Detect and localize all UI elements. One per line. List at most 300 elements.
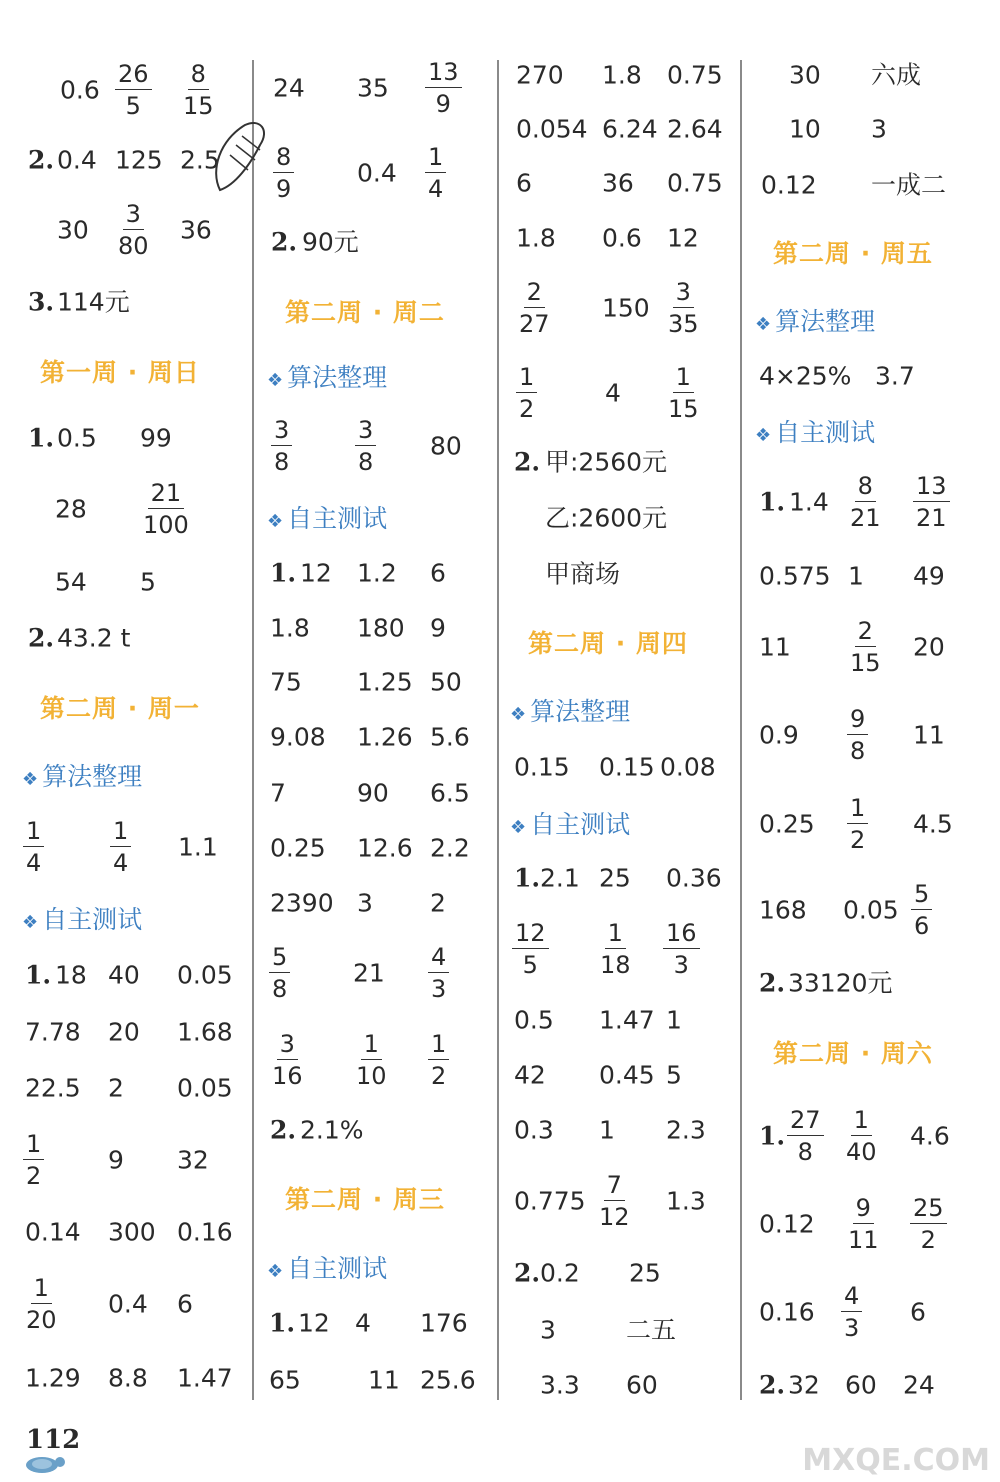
fraction-answer bbox=[115, 202, 152, 258]
question-number bbox=[514, 447, 541, 477]
answer-value: 2 bbox=[430, 888, 446, 918]
subsection-heading bbox=[267, 358, 387, 394]
answer-value: 0.3 bbox=[514, 1115, 554, 1145]
fraction-denominator: 11 bbox=[848, 1226, 879, 1254]
answer-value: 3 bbox=[540, 1315, 556, 1345]
answer-value: 0.25 bbox=[270, 833, 326, 863]
answer-value: 4.6 bbox=[910, 1121, 950, 1151]
subsection-heading bbox=[267, 1249, 387, 1285]
fraction-denominator: 12 bbox=[599, 1203, 630, 1231]
answer-value: 4×25% bbox=[759, 361, 852, 391]
fraction-answer bbox=[516, 280, 553, 336]
section-heading: 第二周 · 周六 bbox=[773, 1039, 933, 1068]
answer-value: 二五 bbox=[626, 1315, 677, 1345]
answer-value: 6 bbox=[177, 1289, 193, 1319]
answer-value: 1.29 bbox=[25, 1363, 81, 1393]
section-heading: 第一周 · 周日 bbox=[40, 358, 200, 387]
answer-value: 0.25 bbox=[759, 809, 815, 839]
fraction-answer bbox=[787, 1108, 824, 1164]
answer-value: 甲商场 bbox=[545, 559, 621, 589]
fraction-answer bbox=[843, 1108, 880, 1164]
answer-value: 1 bbox=[599, 1115, 615, 1145]
answer-column-2 bbox=[265, 0, 490, 1420]
answer-value: 32 bbox=[788, 1370, 820, 1400]
section-heading: 第二周 · 周三 bbox=[285, 1185, 445, 1214]
fraction-answer bbox=[910, 1196, 947, 1252]
fraction-denominator: 8 bbox=[358, 448, 374, 476]
answer-value: 50 bbox=[430, 667, 462, 697]
answer-value: 90元 bbox=[302, 227, 359, 257]
fraction-numerator: 1 bbox=[425, 145, 446, 173]
answer-value: 36 bbox=[180, 215, 212, 245]
answer-value: 5 bbox=[140, 567, 156, 597]
answer-value: 3.3 bbox=[540, 1370, 580, 1400]
question-number-label: 2. bbox=[514, 1258, 541, 1288]
fraction-denominator: 3 bbox=[844, 1314, 860, 1342]
question-number bbox=[759, 968, 786, 998]
question-number-label: 1. bbox=[759, 1121, 786, 1151]
answer-value: 5 bbox=[666, 1060, 682, 1090]
answer-value: 甲:2560元 bbox=[545, 447, 668, 477]
fraction-answer bbox=[110, 819, 131, 875]
fraction-denominator: 21 bbox=[916, 504, 947, 532]
fraction-denominator: 8 bbox=[797, 1138, 813, 1166]
answer-value: 0.15 bbox=[514, 752, 570, 782]
fraction-numerator: 8 bbox=[855, 474, 876, 502]
fraction-denominator: 20 bbox=[26, 1306, 57, 1334]
fraction-answer bbox=[269, 945, 290, 1001]
fraction-numerator: 13 bbox=[913, 474, 950, 502]
answer-value: 4 bbox=[605, 378, 621, 408]
fraction-answer bbox=[115, 62, 152, 118]
answer-value: 0.08 bbox=[660, 752, 716, 782]
question-number-label: 2. bbox=[514, 447, 541, 477]
subsection-label: 自主测试 bbox=[530, 810, 631, 839]
fraction-denominator: 4 bbox=[26, 849, 42, 877]
subsection-label: 自主测试 bbox=[42, 905, 143, 934]
fraction-denominator: 15 bbox=[183, 92, 214, 120]
question-number-label: 1. bbox=[269, 1308, 296, 1338]
fraction-denominator: 3 bbox=[673, 951, 689, 979]
answer-value: 0.05 bbox=[843, 895, 899, 925]
answer-value: 0.75 bbox=[667, 168, 723, 198]
fraction-numerator: 3 bbox=[277, 1032, 298, 1060]
fraction-answer bbox=[425, 145, 446, 201]
subsection-label: 算法整理 bbox=[287, 363, 388, 392]
question-number bbox=[759, 487, 786, 517]
diamond-cluster-icon: ❖ bbox=[267, 1261, 284, 1282]
answer-value: 0.16 bbox=[177, 1217, 233, 1247]
answer-value: 18 bbox=[55, 960, 87, 990]
answer-value: 4 bbox=[355, 1308, 371, 1338]
diamond-cluster-icon: ❖ bbox=[22, 769, 39, 790]
fraction-numerator: 5 bbox=[269, 945, 290, 973]
answer-value: 乙:2600元 bbox=[545, 503, 668, 533]
question-number-label: 3. bbox=[28, 287, 55, 317]
question-number-label: 1. bbox=[270, 558, 297, 588]
answer-value: 0.12 bbox=[759, 1209, 815, 1239]
answer-value: 0.75 bbox=[667, 60, 723, 90]
fraction-answer bbox=[428, 1032, 449, 1088]
answer-value: 54 bbox=[55, 567, 87, 597]
answer-value: 2.64 bbox=[667, 114, 723, 144]
answer-value: 270 bbox=[516, 60, 564, 90]
answer-value: 12 bbox=[667, 223, 699, 253]
answer-column-3 bbox=[508, 0, 733, 1420]
answer-value: 7 bbox=[270, 778, 286, 808]
fraction-numerator: 5 bbox=[911, 882, 932, 910]
answer-value: 0.36 bbox=[666, 863, 722, 893]
section-heading: 第二周 · 周二 bbox=[285, 298, 445, 327]
fraction-numerator: 3 bbox=[673, 280, 694, 308]
column-divider bbox=[740, 60, 742, 1400]
answer-value: 1.8 bbox=[270, 613, 310, 643]
fraction-numerator: 4 bbox=[428, 945, 449, 973]
fraction-answer bbox=[663, 921, 700, 977]
answer-value: 2.3 bbox=[666, 1115, 706, 1145]
fraction-numerator: 1 bbox=[516, 365, 537, 393]
answer-value: 49 bbox=[913, 561, 945, 591]
answer-value: 25 bbox=[599, 863, 631, 893]
answer-value: 12 bbox=[298, 1308, 330, 1338]
answer-value: 1.47 bbox=[177, 1363, 233, 1393]
answer-value: 99 bbox=[140, 423, 172, 453]
fraction-answer bbox=[841, 1284, 862, 1340]
fraction-denominator: 10 bbox=[356, 1062, 387, 1090]
answer-value: 36 bbox=[602, 168, 634, 198]
answer-value: 1.1 bbox=[178, 832, 218, 862]
fraction-numerator: 8 bbox=[273, 145, 294, 173]
answer-value: 25 bbox=[629, 1258, 661, 1288]
fraction-denominator: 5 bbox=[125, 92, 141, 120]
fraction-numerator: 21 bbox=[148, 481, 185, 509]
fraction-denominator: 40 bbox=[846, 1138, 877, 1166]
question-number-label: 2. bbox=[270, 1115, 297, 1145]
answer-value: 6 bbox=[516, 168, 532, 198]
subsection-heading bbox=[510, 692, 630, 728]
answer-value: 1.26 bbox=[357, 722, 413, 752]
subsection-heading bbox=[510, 805, 630, 841]
answer-value: 168 bbox=[759, 895, 807, 925]
fraction-denominator: 2 bbox=[431, 1062, 447, 1090]
answer-value: 0.2 bbox=[540, 1258, 580, 1288]
fraction-denominator: 4 bbox=[428, 175, 444, 203]
fraction-denominator: 2 bbox=[519, 395, 535, 423]
fraction-answer bbox=[428, 945, 449, 1001]
fraction-answer bbox=[913, 474, 950, 530]
answer-value: 5.6 bbox=[430, 722, 470, 752]
answer-value: 24 bbox=[273, 73, 305, 103]
answer-value: 60 bbox=[845, 1370, 877, 1400]
fraction-answer bbox=[847, 619, 884, 675]
diamond-cluster-icon: ❖ bbox=[267, 370, 284, 391]
subsection-label: 自主测试 bbox=[287, 1254, 388, 1283]
fraction-numerator: 1 bbox=[23, 819, 44, 847]
answer-value: 33120元 bbox=[788, 968, 893, 998]
answer-value: 0.9 bbox=[759, 720, 799, 750]
question-number-label: 2. bbox=[28, 623, 55, 653]
answer-value: 35 bbox=[357, 73, 389, 103]
answer-value: 2390 bbox=[270, 888, 334, 918]
answer-column-1 bbox=[20, 0, 245, 1420]
fraction-numerator: 2 bbox=[855, 619, 876, 647]
fraction-denominator: 4 bbox=[113, 849, 129, 877]
answer-value: 8.8 bbox=[108, 1363, 148, 1393]
section-heading: 第二周 · 周一 bbox=[40, 694, 200, 723]
question-number-label: 1. bbox=[514, 863, 541, 893]
fraction-numerator: 1 bbox=[851, 1108, 872, 1136]
answer-value: 300 bbox=[108, 1217, 156, 1247]
subsection-heading bbox=[22, 900, 142, 936]
question-number bbox=[759, 1121, 786, 1151]
diamond-cluster-icon: ❖ bbox=[267, 511, 284, 532]
fraction-answer bbox=[516, 365, 537, 421]
question-number-label: 2. bbox=[759, 968, 786, 998]
answer-value: 2.1 bbox=[540, 863, 580, 893]
subsection-heading bbox=[267, 499, 387, 535]
answer-value: 3 bbox=[871, 114, 887, 144]
fraction-numerator: 4 bbox=[841, 1284, 862, 1312]
answer-value: 0.15 bbox=[599, 752, 655, 782]
diamond-cluster-icon: ❖ bbox=[510, 704, 527, 725]
answer-value: 3 bbox=[357, 888, 373, 918]
question-number bbox=[514, 863, 541, 893]
question-number bbox=[270, 1115, 297, 1145]
answer-value: 28 bbox=[55, 494, 87, 524]
section-heading: 第二周 · 周四 bbox=[528, 629, 688, 658]
answer-value: 1.8 bbox=[602, 60, 642, 90]
question-number bbox=[25, 960, 52, 990]
subsection-label: 算法整理 bbox=[42, 762, 143, 791]
answer-value: 3.7 bbox=[875, 361, 915, 391]
question-number bbox=[28, 423, 55, 453]
subsection-label: 自主测试 bbox=[775, 418, 876, 447]
answer-value: 0.05 bbox=[177, 960, 233, 990]
fraction-denominator: 9 bbox=[276, 175, 292, 203]
answer-value: 40 bbox=[108, 960, 140, 990]
answer-value: 9.08 bbox=[270, 722, 326, 752]
answer-value: 10 bbox=[789, 114, 821, 144]
fraction-numerator: 2 bbox=[524, 280, 545, 308]
answer-value: 6.5 bbox=[430, 778, 470, 808]
answer-value: 0.05 bbox=[177, 1073, 233, 1103]
diamond-cluster-icon: ❖ bbox=[755, 314, 772, 335]
fraction-answer bbox=[23, 1132, 44, 1188]
fraction-numerator: 1 bbox=[23, 1132, 44, 1160]
fraction-denominator: 3 bbox=[431, 975, 447, 1003]
answer-value: 20 bbox=[108, 1017, 140, 1047]
answer-value: 1.3 bbox=[666, 1186, 706, 1216]
subsection-heading bbox=[22, 757, 142, 793]
answer-value: 150 bbox=[602, 293, 650, 323]
diamond-cluster-icon: ❖ bbox=[755, 425, 772, 446]
fraction-numerator: 12 bbox=[512, 921, 549, 949]
fraction-numerator: 3 bbox=[123, 202, 144, 230]
fraction-numerator: 1 bbox=[31, 1276, 52, 1304]
answer-value: 0.054 bbox=[516, 114, 588, 144]
fraction-denominator: 2 bbox=[850, 826, 866, 854]
fraction-answer bbox=[425, 60, 462, 116]
answer-value: 60 bbox=[626, 1370, 658, 1400]
fraction-denominator: 8 bbox=[274, 448, 290, 476]
answer-value: 21 bbox=[353, 958, 385, 988]
fraction-answer bbox=[847, 474, 884, 530]
diamond-cluster-icon: ❖ bbox=[510, 817, 527, 838]
answer-value: 12 bbox=[300, 558, 332, 588]
answer-value: 6.24 bbox=[602, 114, 658, 144]
fraction-answer bbox=[845, 1196, 882, 1252]
question-number-label: 1. bbox=[25, 960, 52, 990]
answer-value: 0.5 bbox=[57, 423, 97, 453]
answer-value: 1.8 bbox=[516, 223, 556, 253]
answer-value: 2.5 bbox=[180, 145, 220, 175]
answer-value: 176 bbox=[420, 1308, 468, 1338]
fraction-numerator: 1 bbox=[361, 1032, 382, 1060]
fraction-answer bbox=[847, 796, 868, 852]
subsection-heading bbox=[755, 302, 875, 338]
fraction-answer bbox=[271, 418, 292, 474]
answer-value: 80 bbox=[430, 431, 462, 461]
fraction-answer bbox=[269, 1032, 306, 1088]
question-number bbox=[28, 145, 55, 175]
fraction-denominator: 15 bbox=[850, 649, 881, 677]
answer-value: 0.4 bbox=[57, 145, 97, 175]
turtle-icon bbox=[18, 1452, 68, 1474]
question-number bbox=[271, 227, 298, 257]
answer-value: 9 bbox=[108, 1145, 124, 1175]
answer-value: 12.6 bbox=[357, 833, 413, 863]
column-divider bbox=[497, 60, 499, 1400]
fraction-numerator: 3 bbox=[355, 418, 376, 446]
answer-value: 0.6 bbox=[602, 223, 642, 253]
answer-value: 20 bbox=[913, 632, 945, 662]
fraction-numerator: 27 bbox=[787, 1108, 824, 1136]
watermark: MXQE.COM bbox=[802, 1443, 990, 1478]
answer-value: 1.68 bbox=[177, 1017, 233, 1047]
answer-value: 43.2 t bbox=[57, 623, 131, 653]
fraction-numerator: 25 bbox=[910, 1196, 947, 1224]
answer-value: 22.5 bbox=[25, 1073, 81, 1103]
fraction-numerator: 7 bbox=[604, 1173, 625, 1201]
fraction-numerator: 1 bbox=[428, 1032, 449, 1060]
question-number-label: 1. bbox=[759, 487, 786, 517]
fraction-denominator: 8 bbox=[850, 737, 866, 765]
fraction-answer bbox=[23, 1276, 60, 1332]
answer-value: 30 bbox=[789, 60, 821, 90]
answer-value: 24 bbox=[903, 1370, 935, 1400]
fraction-numerator: 1 bbox=[847, 796, 868, 824]
fraction-answer bbox=[23, 819, 44, 875]
fraction-numerator: 13 bbox=[425, 60, 462, 88]
fraction-numerator: 8 bbox=[188, 62, 209, 90]
fraction-answer bbox=[353, 1032, 390, 1088]
fraction-denominator: 21 bbox=[850, 504, 881, 532]
fraction-denominator: 6 bbox=[914, 912, 930, 940]
answer-value: 114元 bbox=[57, 287, 130, 317]
answer-value: 11 bbox=[368, 1365, 400, 1395]
subsection-heading bbox=[755, 413, 875, 449]
answer-value: 1.25 bbox=[357, 667, 413, 697]
question-number bbox=[514, 1258, 541, 1288]
fraction-answer bbox=[596, 1173, 633, 1229]
question-number bbox=[269, 1308, 296, 1338]
fraction-denominator: 16 bbox=[272, 1062, 303, 1090]
fraction-numerator: 26 bbox=[115, 62, 152, 90]
answer-value: 65 bbox=[269, 1365, 301, 1395]
answer-value: 6 bbox=[430, 558, 446, 588]
answer-value: 1.2 bbox=[357, 558, 397, 588]
fraction-numerator: 16 bbox=[663, 921, 700, 949]
fraction-denominator: 100 bbox=[143, 511, 189, 539]
answer-column-4 bbox=[753, 0, 983, 1420]
subsection-label: 算法整理 bbox=[530, 697, 631, 726]
fraction-answer bbox=[665, 365, 702, 421]
answer-value: 一成二 bbox=[871, 170, 947, 200]
answer-value: 90 bbox=[357, 778, 389, 808]
answer-value: 1.4 bbox=[789, 487, 829, 517]
fraction-denominator: 8 bbox=[272, 975, 288, 1003]
answer-value: 25.6 bbox=[420, 1365, 476, 1395]
answer-value: 32 bbox=[177, 1145, 209, 1175]
answer-value: 6 bbox=[910, 1297, 926, 1327]
answer-value: 2.1% bbox=[300, 1115, 364, 1145]
answer-value: 11 bbox=[759, 632, 791, 662]
answer-value: 0.12 bbox=[761, 170, 817, 200]
fraction-answer bbox=[355, 418, 376, 474]
answer-value: 42 bbox=[514, 1060, 546, 1090]
answer-value: 0.16 bbox=[759, 1297, 815, 1327]
question-number-label: 2. bbox=[759, 1370, 786, 1400]
fraction-answer bbox=[597, 921, 634, 977]
question-number bbox=[270, 558, 297, 588]
subsection-label: 算法整理 bbox=[775, 307, 876, 336]
question-number-label: 2. bbox=[271, 227, 298, 257]
page-number: 112 bbox=[26, 1425, 81, 1455]
answer-value: 0.775 bbox=[514, 1186, 586, 1216]
section-heading: 第二周 · 周五 bbox=[773, 239, 933, 268]
answer-value: 0.6 bbox=[60, 75, 100, 105]
answer-value: 7.78 bbox=[25, 1017, 81, 1047]
question-number bbox=[28, 623, 55, 653]
fraction-denominator: 27 bbox=[519, 310, 550, 338]
fraction-numerator: 3 bbox=[271, 418, 292, 446]
fraction-denominator: 2 bbox=[920, 1226, 936, 1254]
answer-value: 4.5 bbox=[913, 809, 953, 839]
fraction-denominator: 9 bbox=[435, 90, 451, 118]
answer-value: 六成 bbox=[871, 60, 922, 90]
question-number bbox=[28, 287, 55, 317]
diamond-cluster-icon: ❖ bbox=[22, 912, 39, 933]
answer-value: 11 bbox=[913, 720, 945, 750]
fraction-answer bbox=[512, 921, 549, 977]
answer-value: 125 bbox=[115, 145, 163, 175]
fraction-numerator: 1 bbox=[110, 819, 131, 847]
question-number bbox=[759, 1370, 786, 1400]
fraction-answer bbox=[140, 481, 192, 537]
answer-value: 9 bbox=[430, 613, 446, 643]
question-number-label: 1. bbox=[28, 423, 55, 453]
fraction-denominator: 35 bbox=[668, 310, 699, 338]
answer-value: 2.2 bbox=[430, 833, 470, 863]
fraction-denominator: 18 bbox=[600, 951, 631, 979]
fraction-answer bbox=[911, 882, 932, 938]
fraction-numerator: 1 bbox=[673, 365, 694, 393]
answer-value: 180 bbox=[357, 613, 405, 643]
answer-value: 0.4 bbox=[108, 1289, 148, 1319]
answer-value: 1 bbox=[666, 1005, 682, 1035]
answer-value: 0.5 bbox=[514, 1005, 554, 1035]
answer-value: 75 bbox=[270, 667, 302, 697]
